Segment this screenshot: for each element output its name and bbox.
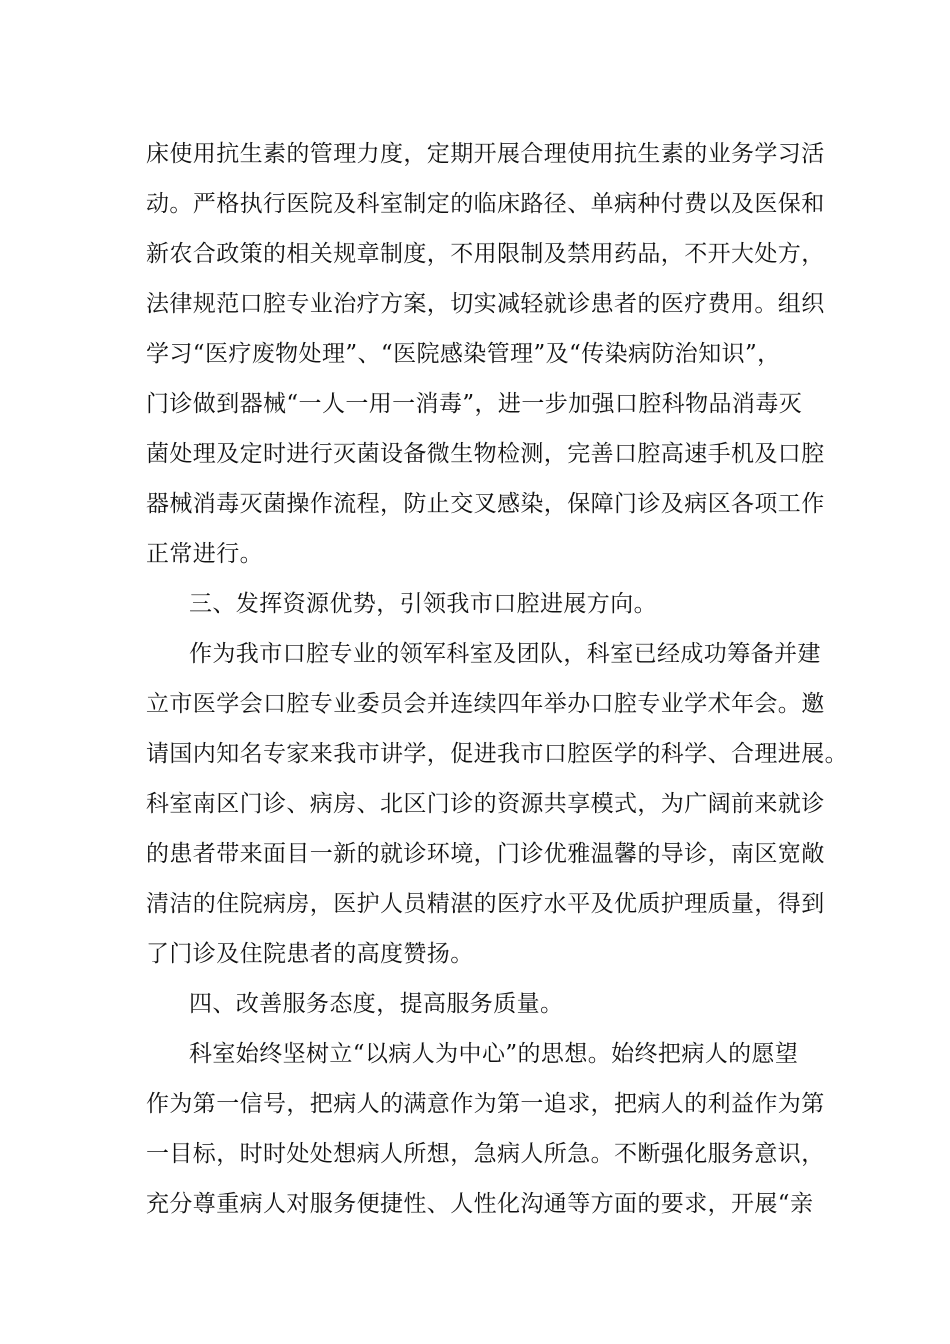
body-text-line: 新农合政策的相关规章制度，不用限制及禁用药品，不开大处方， bbox=[146, 241, 825, 267]
body-text-line: 请国内知名专家来我市讲学，促进我市口腔医学的科学、合理进展。 bbox=[146, 741, 848, 767]
body-text-line: 一目标，时时处处想病人所想，急病人所急。不断强化服务意识， bbox=[146, 1141, 825, 1167]
body-text-line: 学习“医疗废物处理”、“医院感染管理”及“传染病防治知识”， bbox=[146, 341, 781, 367]
body-text-line: 清洁的住院病房，医护人员精湛的医疗水平及优质护理质量，得到 bbox=[146, 891, 825, 917]
body-text-line: 充分尊重病人对服务便捷性、人性化沟通等方面的要求，开展“亲 bbox=[146, 1191, 814, 1217]
body-text-line: 了门诊及住院患者的高度赞扬。 bbox=[146, 941, 474, 967]
body-text-line: 的患者带来面目一新的就诊环境，门诊优雅温馨的导诊，南区宽敞 bbox=[146, 841, 825, 867]
body-text-line: 菌处理及定时进行灭菌设备微生物检测，完善口腔高速手机及口腔 bbox=[146, 441, 825, 467]
body-text-line: 床使用抗生素的管理力度，定期开展合理使用抗生素的业务学习活 bbox=[146, 141, 825, 167]
body-text-line: 正常进行。 bbox=[146, 541, 263, 567]
body-text-line: 科室南区门诊、病房、北区门诊的资源共享模式，为广阔前来就诊 bbox=[146, 791, 825, 817]
paragraph-first-line: 科室始终坚树立“以病人为中心”的思想。始终把病人的愿望 bbox=[189, 1041, 799, 1067]
body-text-line: 器械消毒灭菌操作流程，防止交叉感染，保障门诊及病区各项工作 bbox=[146, 491, 825, 517]
body-text-line: 作为第一信号，把病人的满意作为第一追求，把病人的利益作为第 bbox=[146, 1091, 825, 1117]
section-heading: 三、发挥资源优势，引领我市口腔进展方向。 bbox=[189, 591, 657, 617]
body-text-line: 法律规范口腔专业治疗方案，切实减轻就诊患者的医疗费用。组织 bbox=[146, 291, 825, 317]
body-text-line: 立市医学会口腔专业委员会并连续四年举办口腔专业学术年会。邀 bbox=[146, 691, 825, 717]
section-heading: 四、改善服务态度，提高服务质量。 bbox=[189, 991, 564, 1017]
body-text-line: 门诊做到器械“一人一用一消毒”，进一步加强口腔科物品消毒灭 bbox=[146, 391, 803, 417]
paragraph-first-line: 作为我市口腔专业的领军科室及团队，科室已经成功筹备并建 bbox=[189, 641, 821, 667]
body-text-line: 动。严格执行医院及科室制定的临床路径、单病种付费以及医保和 bbox=[146, 191, 825, 217]
